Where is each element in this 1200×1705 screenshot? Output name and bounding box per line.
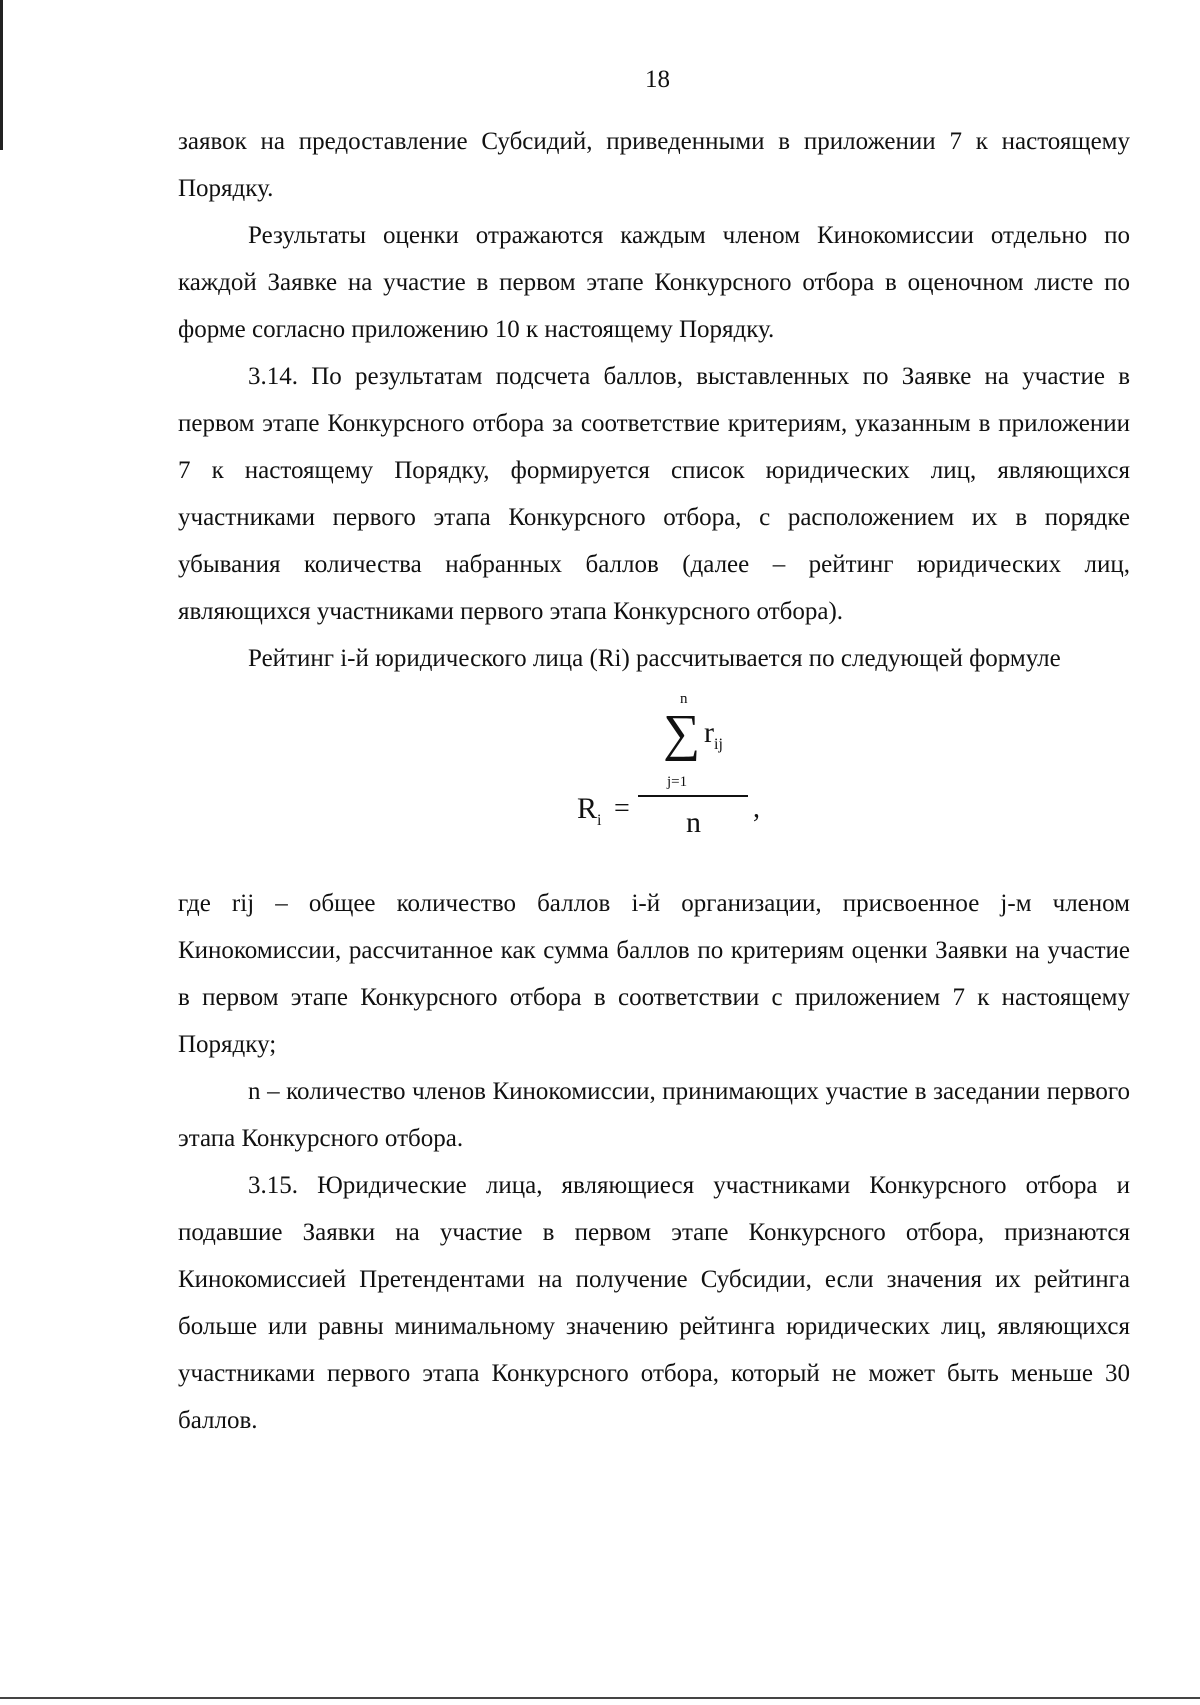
paragraph-2: Результаты оценки отражаются каждым членом Кинокомиссии отдельно по каждой Заявке на участие в первом этапе Конкурсного отбора в оценочном листе по форме согласно приложению 10 к настоящему Порядку. [178,222,1130,343]
formula-denominator: n [686,806,701,839]
paragraph-6: n – количество членов Кинокомиссии, принимающих участие в заседании первого этапа Конкурсного отбора. [178,1078,1130,1152]
paragraph-5: где rij – общее количество баллов i-й организации, присвоенное j-м членом Кинокомиссии, рассчитанное как сумма баллов по критериям оценки Заявки на участие в первом этапе Конкурсного отбора в соответствии с приложением 7 к настоящему Порядку; [178,890,1130,1058]
sigma-symbol: ∑ [663,705,701,762]
rating-formula [178,682,1130,880]
paragraph-7: 3.15. Юридические лица, являющиеся участниками Конкурсного отбора и подавшие Заявки на участие в первом этапе Конкурсного отбора, признаются Кинокомиссией Претендентами на получение Субсидии, если значения их рейтинга больше или равны минимальному значению рейтинга юридических лиц, являющихся участниками первого этапа Конкурсного отбора, который не может быть меньше 30 баллов. [178,1172,1130,1434]
scan-edge-bottom [0,1697,1200,1699]
sum-term: $r_{ij}$ [704,716,723,753]
page-number: 18 [645,66,670,93]
paragraph-1: заявок на предоставление Субсидий, приведенными в приложении 7 к настоящему Порядку. [178,128,1130,202]
paragraph-3: 3.14. По результатам подсчета баллов, выставленных по Заявке на участие в первом этапе Конкурсного отбора за соответствие критериям, указанным в приложении 7 к настоящему Порядку, формируется список юридических лиц, являющихся участниками первого этапа Конкурсного отбора, с расположением их в порядке убывания количества набранных баллов (далее – рейтинг юридических лиц, являющихся участниками первого этапа Конкурсного отбора). [178,363,1130,625]
formula-fraction [638,692,748,862]
document-body [178,118,1130,1444]
formula-comma: , [753,793,760,824]
formula-lhs: $R_i$ [577,792,602,829]
paragraph-4: Рейтинг i-й юридического лица (Ri) рассчитывается по следующей формуле [248,645,1061,672]
sum-lower-limit: j=1 [667,774,688,790]
sum-upper-limit: n [680,691,688,707]
formula-equals: = [614,793,630,824]
fraction-bar [638,795,748,797]
